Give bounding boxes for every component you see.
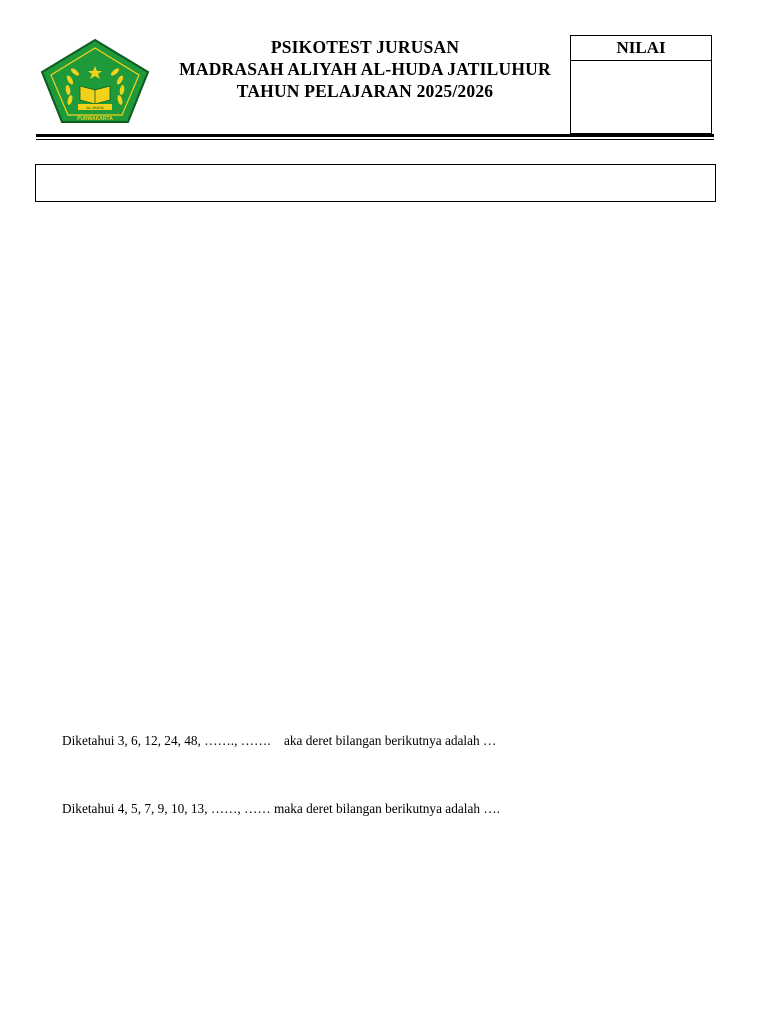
score-label: NILAI <box>571 36 711 61</box>
logo-book-text: AL-HUDA <box>86 105 104 110</box>
header-line-1: PSIKOTEST JURUSAN <box>270 37 460 57</box>
question-2: Diketahui 4, 5, 7, 9, 10, 13, ……, …… maka deret bilangan berikutnya adalah …. <box>62 801 500 816</box>
header-line-2: MADRASAH ALIYAH AL-HUDA JATILUHUR <box>179 59 551 79</box>
header-divider-thick <box>36 134 714 137</box>
question-1: Diketahui 3, 6, 12, 24, 48, ……., ……. aka deret bilangan berikutnya adalah … <box>62 733 497 748</box>
name-entry-box[interactable] <box>35 164 716 202</box>
header-line-3: TAHUN PELAJARAN 2025/2026 <box>236 81 494 101</box>
score-box <box>570 35 712 134</box>
logo-bottom-text: PURWAKARTA <box>77 116 113 122</box>
header-divider-thin <box>36 139 714 140</box>
document-header <box>160 36 570 102</box>
school-logo <box>40 38 150 124</box>
score-value-field[interactable] <box>571 61 711 135</box>
